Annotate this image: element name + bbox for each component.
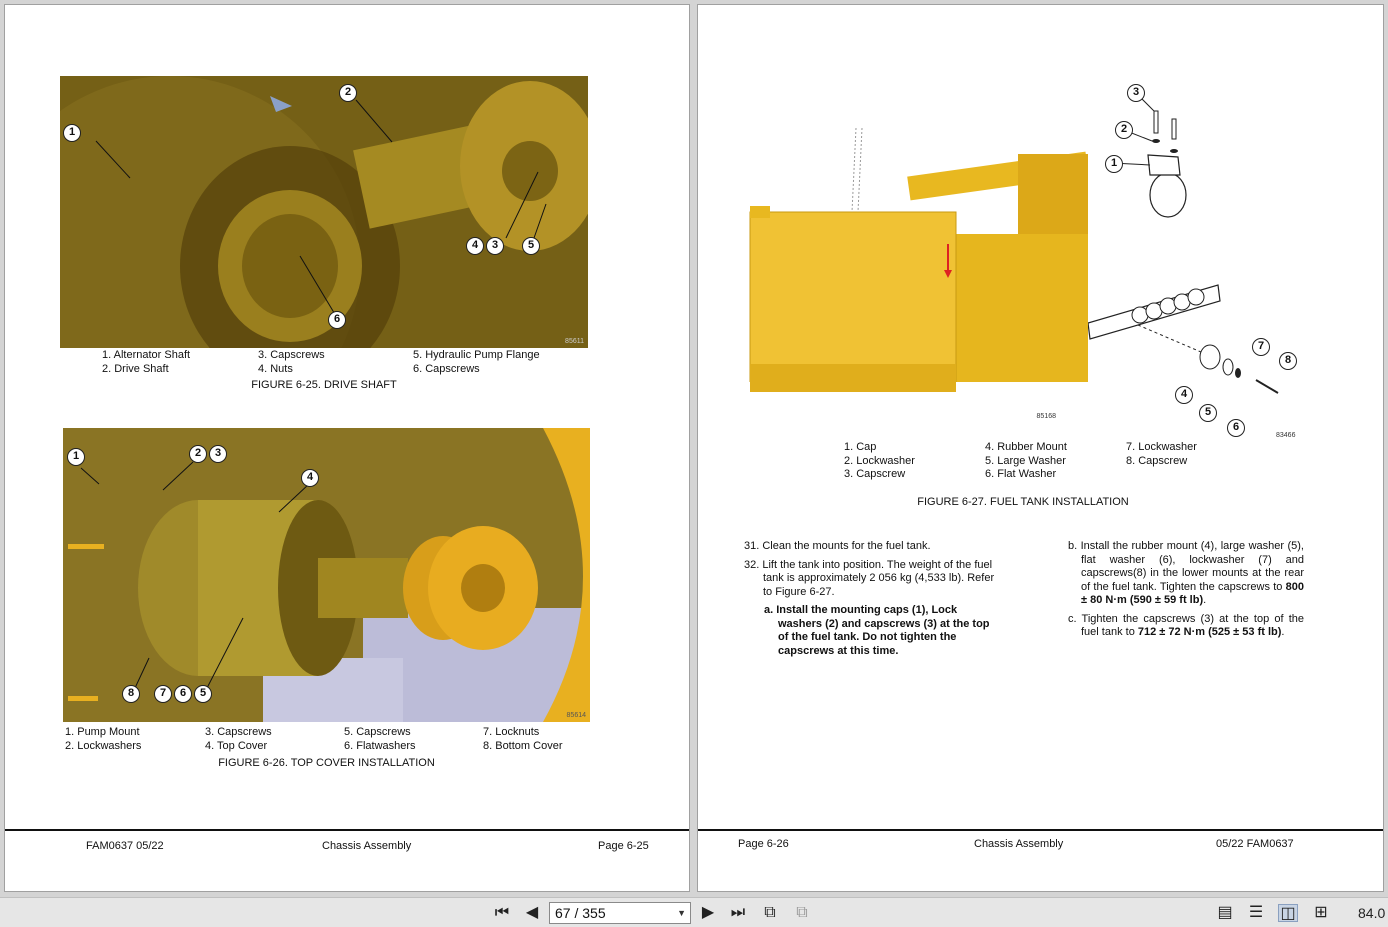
callout-3: 3 [209,445,227,463]
figure-25-legend-col3 [413,349,540,376]
figure-26-legend-col4 [483,726,562,753]
footer-divider [698,829,1384,831]
step-b-text: b. Install the rubber mount (4), large washer (5), flat washer (6), lockwasher (7) and capscrews(8) in the lower mounts at the rear of the fuel tank. Tighten the capscrews to [1068,540,1304,593]
legend-item: 3. Capscrew [844,468,906,480]
last-page-icon[interactable]: ⏭ [730,904,746,921]
callout-8: 8 [1279,352,1297,370]
figure-drive-shaft-image [60,76,588,348]
legend-item: 4. Top Cover [205,739,268,752]
footer-doc-id: 05/22 FAM0637 [1216,838,1294,850]
legend-item: 2. Lockwasher [844,454,915,467]
callout-4: 4 [1175,386,1193,404]
figure-top-cover-image [63,428,590,722]
callout-5: 5 [1199,404,1217,422]
footer-divider [5,829,690,831]
step-c-text: c. Tighten the capscrews (3) at the top of the fuel tank to [1068,612,1304,638]
legend-item: 6. Flatwashers [344,739,416,752]
callout-4: 4 [466,237,484,255]
drawing-id: 83466 [1276,432,1296,439]
footer-doc-id: FAM0637 05/22 [86,840,164,852]
figure-26-legend-col1 [65,726,141,753]
callout-6: 6 [174,685,192,703]
callout-6: 6 [328,311,346,329]
legend-item: 5. Hydraulic Pump Flange [413,349,540,361]
footer-section: Chassis Assembly [322,840,412,852]
callout-2: 2 [339,84,357,102]
legend-item: 1. Alternator Shaft [102,349,191,361]
zoom-level[interactable]: 84.0 [1358,905,1386,921]
figure-26-caption: FIGURE 6-26. TOP COVER INSTALLATION [218,757,435,769]
callout-2: 2 [1115,121,1133,139]
page-number-input[interactable] [549,902,691,924]
photo-id: 85168 [1036,413,1056,420]
footer-page-number: Page 6-25 [598,840,649,852]
callout-5: 5 [194,685,212,703]
continuous-facing-icon[interactable]: ⊞ [1314,904,1328,921]
legend-item: 4. Nuts [258,362,293,375]
callout-2: 2 [189,445,207,463]
navigation-toolbar [0,897,1388,927]
figure-25-legend-col2 [258,349,325,376]
chevron-down-icon[interactable]: ▼ [677,908,686,918]
figure-25-legend-col1 [102,349,190,376]
step-a: a. Install the mounting caps (1), Lock washers (2) and capscrews (3) at the top of the fuel tank. Do not tighten the capscrews at this time. [764,604,990,657]
legend-item: 2. Drive Shaft [102,362,169,375]
page-indicator: 67 / 355 [555,905,606,921]
callout-3: 3 [1127,84,1145,102]
single-page-icon[interactable]: ▤ [1217,904,1233,921]
legend-item: 7. Locknuts [483,726,540,738]
callout-4: 4 [301,469,319,487]
step-c: c. Tighten the capscrews (3) at the top of the fuel tank to 712 ± 72 N·m (525 ± 53 ft lb). [1068,612,1304,638]
legend-item: 8. Capscrew [1126,454,1188,467]
figure-27-caption: FIGURE 6-27. FUEL TANK INSTALLATION [917,496,1129,508]
previous-view-icon[interactable]: ⧉ [764,904,776,921]
first-page-icon[interactable]: ⏮ [494,904,510,921]
callout-7: 7 [1252,338,1270,356]
legend-item: 6. Capscrews [413,362,480,375]
legend-item: 2. Lockwashers [65,739,142,752]
legend-item: 6. Flat Washer [985,468,1057,480]
figure-25-caption: FIGURE 6-25. DRIVE SHAFT [251,379,397,391]
procedure-right-column [1068,540,1304,645]
legend-item: 1. Pump Mount [65,726,140,738]
fuel-tank-mount-drawing [1088,75,1308,445]
fuel-tank-photo [748,124,1088,420]
callout-1: 1 [1105,155,1123,173]
figure-27-legend-col2 [985,441,1067,482]
figure-id: 85614 [566,712,586,719]
legend-item: 8. Bottom Cover [483,739,563,752]
step-32: 32. Lift the tank into position. The weight of the fuel tank is approximately 2 056 kg (4,533 lb). Refer to Figure 6-27. [744,558,995,598]
step-b: b. Install the rubber mount (4), large washer (5), flat washer (6), lockwasher (7) and capscrews(8) in the lower mounts at the rear of the fuel tank. Tighten the capscrews to 800 ± 80 N·m (590 ± 59 ft lb). [1068,540,1304,606]
figure-27-legend-col1 [844,441,915,482]
callout-8: 8 [122,685,140,703]
legend-item: 5. Capscrews [344,726,411,738]
footer-page-number: Page 6-26 [738,838,789,850]
callout-1: 1 [63,124,81,142]
step-b-torque: 800 ± 80 N·m (590 ± 59 ft lb) [1081,580,1304,606]
facing-pages-icon[interactable]: ◫ [1278,904,1298,922]
figure-id: 85611 [565,338,584,345]
legend-item: 5. Large Washer [985,454,1066,467]
continuous-icon[interactable]: ☰ [1248,904,1264,921]
callout-1: 1 [67,448,85,466]
callout-3: 3 [486,237,504,255]
step-c-torque: 712 ± 72 N·m (525 ± 53 ft lb) [1137,626,1282,638]
legend-item: 1. Cap [844,441,877,453]
callout-5: 5 [522,237,540,255]
callout-6: 6 [1227,419,1245,437]
next-view-icon[interactable]: ⧉ [796,904,808,921]
figure-27-legend-col3 [1126,441,1197,468]
legend-item: 3. Capscrews [258,349,325,361]
step-31: 31. Clean the mounts for the fuel tank. [744,540,931,552]
callout-7: 7 [154,685,172,703]
legend-item: 7. Lockwasher [1126,441,1197,453]
page-6-25 [4,4,690,892]
procedure-left-column [744,540,1002,663]
figure-26-legend-col2 [205,726,272,753]
next-page-icon[interactable]: ▶ [701,904,715,921]
footer-section: Chassis Assembly [974,838,1064,850]
legend-item: 4. Rubber Mount [985,441,1067,453]
previous-page-icon[interactable]: ◀ [525,904,539,921]
figure-26-legend-col3 [344,726,416,753]
page-6-26 [697,4,1384,892]
legend-item: 3. Capscrews [205,726,272,738]
